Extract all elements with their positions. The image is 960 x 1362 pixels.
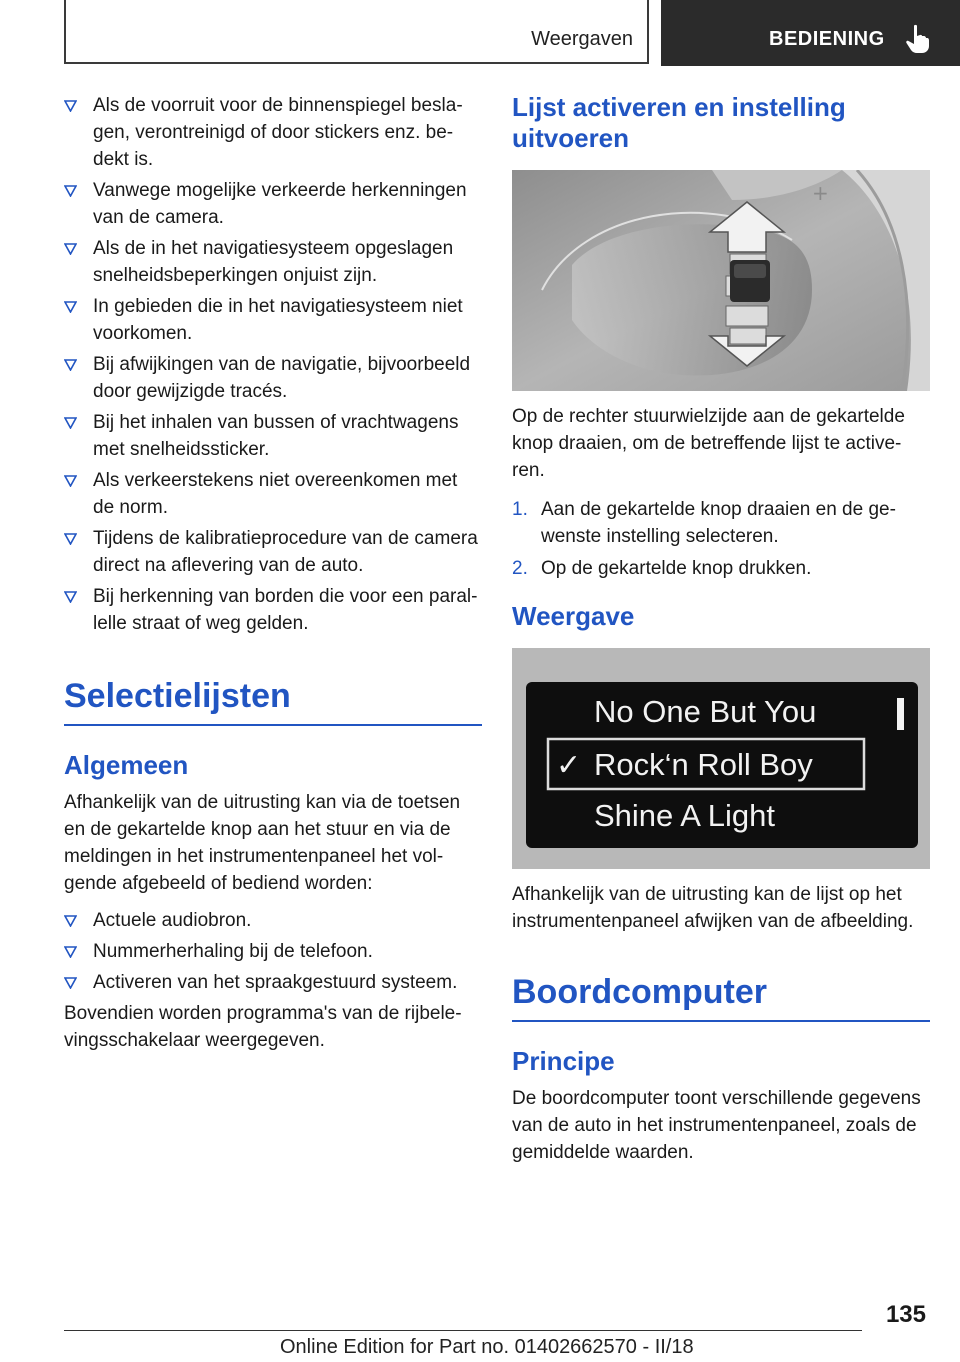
step-text: Aan de gekartelde knop draaien en de ge-wenste instelling selecteren. bbox=[541, 499, 896, 547]
list-item bbox=[64, 969, 482, 996]
list-item bbox=[64, 525, 482, 579]
list-item bbox=[64, 92, 482, 173]
footer-edition: Online Edition for Part no. 01402662570 - II/18 bbox=[280, 1336, 694, 1358]
header-chapter-tab bbox=[661, 0, 960, 66]
heading-boordcomputer: Boordcomputer bbox=[512, 973, 930, 1022]
heading-principe: Principe bbox=[512, 1046, 615, 1076]
list-item-text: Nummerherhaling bij de telefoon. bbox=[93, 941, 373, 962]
list-item-text: Vanwege mogelijke verkeerde herkenningen van de camera. bbox=[93, 180, 467, 228]
triangle-bullet-icon bbox=[64, 977, 77, 989]
list-item-text: In gebieden die in het navigatiesysteem niet voorkomen. bbox=[93, 296, 463, 344]
list-item-text: Als verkeerstekens niet overeenkomen met de norm. bbox=[93, 470, 458, 518]
heading-selectielijsten: Selectielijsten bbox=[64, 677, 482, 726]
list-item-text: Activeren van het spraakgestuurd systeem. bbox=[93, 972, 458, 993]
list-item bbox=[64, 293, 482, 347]
heading-algemeen: Algemeen bbox=[64, 750, 189, 780]
triangle-bullet-icon bbox=[64, 475, 77, 487]
list-item bbox=[64, 467, 482, 521]
steps-list bbox=[512, 496, 930, 582]
display-item-1: No One But You bbox=[594, 694, 817, 729]
list-item bbox=[64, 177, 482, 231]
check-icon: ✓ bbox=[556, 748, 582, 783]
computer-text: De boordcomputer toont verschillende gegevens van de auto in het instrumentenpaneel, zoals de gemiddelde waarden. bbox=[512, 1088, 921, 1163]
list-item-text: Bij afwijkingen van de navigatie, bijvoorbeeld door gewijzigde tracés. bbox=[93, 354, 471, 402]
triangle-bullet-icon bbox=[64, 100, 77, 112]
hand-pointer-icon bbox=[905, 24, 931, 54]
list-item bbox=[64, 583, 482, 637]
triangle-bullet-icon bbox=[64, 243, 77, 255]
display-item-3: Shine A Light bbox=[594, 798, 775, 833]
page-number: 135 bbox=[885, 1301, 926, 1328]
step-item bbox=[512, 555, 930, 582]
list-item bbox=[64, 938, 482, 965]
list-item-text: Als de in het navigatiesysteem opgeslagen snelheidsbeperkingen onjuist zijn. bbox=[93, 238, 454, 286]
header-section-title: Weergaven bbox=[531, 28, 633, 50]
list-item bbox=[64, 409, 482, 463]
right-column bbox=[512, 92, 930, 1166]
display-scrollbar bbox=[897, 698, 904, 730]
list-item-text: Bij het inhalen van bussen of vrachtwagens met snelheidssticker. bbox=[93, 412, 459, 460]
display-item-2: Rock‘n Roll Boy bbox=[594, 747, 813, 782]
triangle-bullet-icon bbox=[64, 301, 77, 313]
list-item-text: Als de voorruit voor de binnenspiegel besla-gen, verontreinigd of door stickers enz. be-dekt is. bbox=[93, 95, 463, 170]
step-number: 2. bbox=[512, 558, 528, 579]
triangle-bullet-icon bbox=[64, 417, 77, 429]
heading-weergave: Weergave bbox=[512, 601, 635, 631]
list-item bbox=[64, 235, 482, 289]
triangle-bullet-icon bbox=[64, 915, 77, 927]
triangle-bullet-icon bbox=[64, 185, 77, 197]
list-item-text: Bij herkenning van borden die voor een paral-lelle straat of weg gelden. bbox=[93, 586, 478, 634]
triangle-bullet-icon bbox=[64, 591, 77, 603]
triangle-bullet-icon bbox=[64, 946, 77, 958]
heading-lijst-activeren: Lijst activeren en instelling uitvoeren bbox=[512, 92, 846, 153]
triangle-bullet-icon bbox=[64, 359, 77, 371]
step-text: Op de gekartelde knop drukken. bbox=[541, 558, 812, 579]
wheel-caption: Op de rechter stuurwielzijde aan de gekartelde knop draaien, om de betreffende lijst te active-ren. bbox=[512, 406, 905, 481]
svg-text:+: + bbox=[812, 181, 829, 205]
display-options-list bbox=[64, 907, 482, 996]
header-section-box bbox=[64, 0, 649, 64]
step-item bbox=[512, 496, 930, 550]
list-item-text: Actuele audiobron. bbox=[93, 910, 252, 931]
list-item bbox=[64, 351, 482, 405]
algemeen-intro: Afhankelijk van de uitrusting kan via de toetsen en de gekartelde knop aan het stuur en via de meldingen in het instrumentenpaneel het vol-gende afgebeeld of bediend worden: bbox=[64, 792, 461, 894]
header-chapter-title: BEDIENING bbox=[769, 28, 885, 50]
display-caption: Afhankelijk van de uitrusting kan de lijst op het instrumentenpaneel afwijken van de afbeelding. bbox=[512, 884, 914, 932]
step-number: 1. bbox=[512, 499, 528, 520]
warning-conditions-list bbox=[64, 92, 482, 637]
steering-wheel-knob-image bbox=[512, 170, 930, 391]
footer-divider bbox=[64, 1330, 862, 1331]
left-column bbox=[64, 92, 482, 1054]
list-item-text: Tijdens de kalibratieprocedure van de camera direct na aflevering van de auto. bbox=[93, 528, 478, 576]
algemeen-outro: Bovendien worden programma's van de rijbele-vingsschakelaar weergegeven. bbox=[64, 1003, 462, 1051]
triangle-bullet-icon bbox=[64, 533, 77, 545]
instrument-list-display-image bbox=[512, 648, 930, 869]
list-item bbox=[64, 907, 482, 934]
